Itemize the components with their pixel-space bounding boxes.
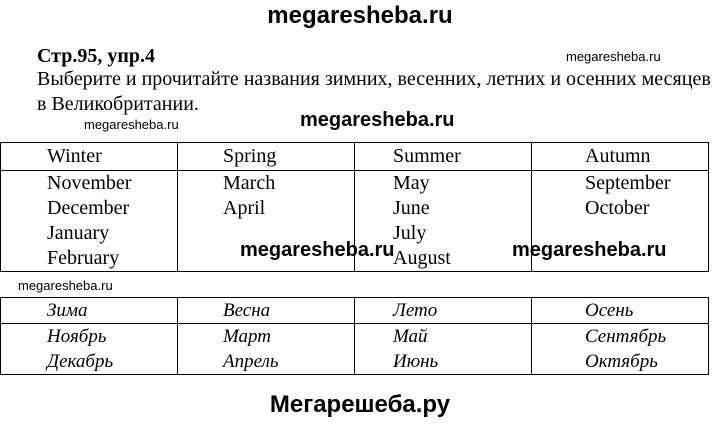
table-row [1,324,709,375]
month-cell: Октябрь [585,351,658,372]
watermark-bottom: Мегарешеба.ру [269,391,451,418]
winter-months [1,171,178,272]
russian-months-table [0,297,709,375]
osen-months [532,324,709,375]
header-summer: Summer [355,143,532,171]
header-osen: Осень [532,298,709,324]
month-cell: Март [223,326,272,347]
header-vesna: Весна [178,298,355,324]
month-cell: September [585,172,671,194]
month-cell: October [585,197,650,219]
month-cell: Сентябрь [585,326,667,347]
watermark-left: megaresheba.ru [84,117,179,132]
zima-months [1,324,178,375]
watermark-table-center: megaresheba.ru [240,239,395,261]
month-cell: Апрель [223,351,279,372]
watermark-table-right: megaresheba.ru [512,239,667,261]
month-cell: Май [393,326,428,347]
table-header-row [1,298,709,324]
month-cell: Декабрь [47,351,114,372]
watermark-right: megaresheba.ru [566,49,661,64]
watermark-between-tables: megaresheba.ru [18,278,113,293]
exercise-heading: Стр.95, упр.4 [37,45,156,67]
header-autumn: Autumn [532,143,709,171]
month-cell: November [47,172,132,194]
watermark-center: megaresheba.ru [300,109,455,131]
month-cell: April [223,197,266,219]
header-leto: Лето [355,298,532,324]
month-cell: January [47,222,110,244]
month-cell: May [393,172,430,194]
month-cell: December [47,197,130,219]
leto-months [355,324,532,375]
month-cell: Ноябрь [47,326,107,347]
month-cell: August [393,247,451,269]
month-cell: Июнь [393,351,439,372]
table-header-row [1,143,709,171]
month-cell: July [393,222,427,244]
header-spring: Spring [178,143,355,171]
month-cell: June [393,197,430,219]
task-text: Выберите и прочитайте названия зимних, весенних, летних и осенних месяцев в Великобритании. [37,68,711,115]
header-zima: Зима [1,298,178,324]
vesna-months [178,324,355,375]
month-cell: March [223,172,276,194]
watermark-top: megaresheba.ru [267,2,453,29]
header-winter: Winter [1,143,178,171]
month-cell: February [47,247,120,269]
